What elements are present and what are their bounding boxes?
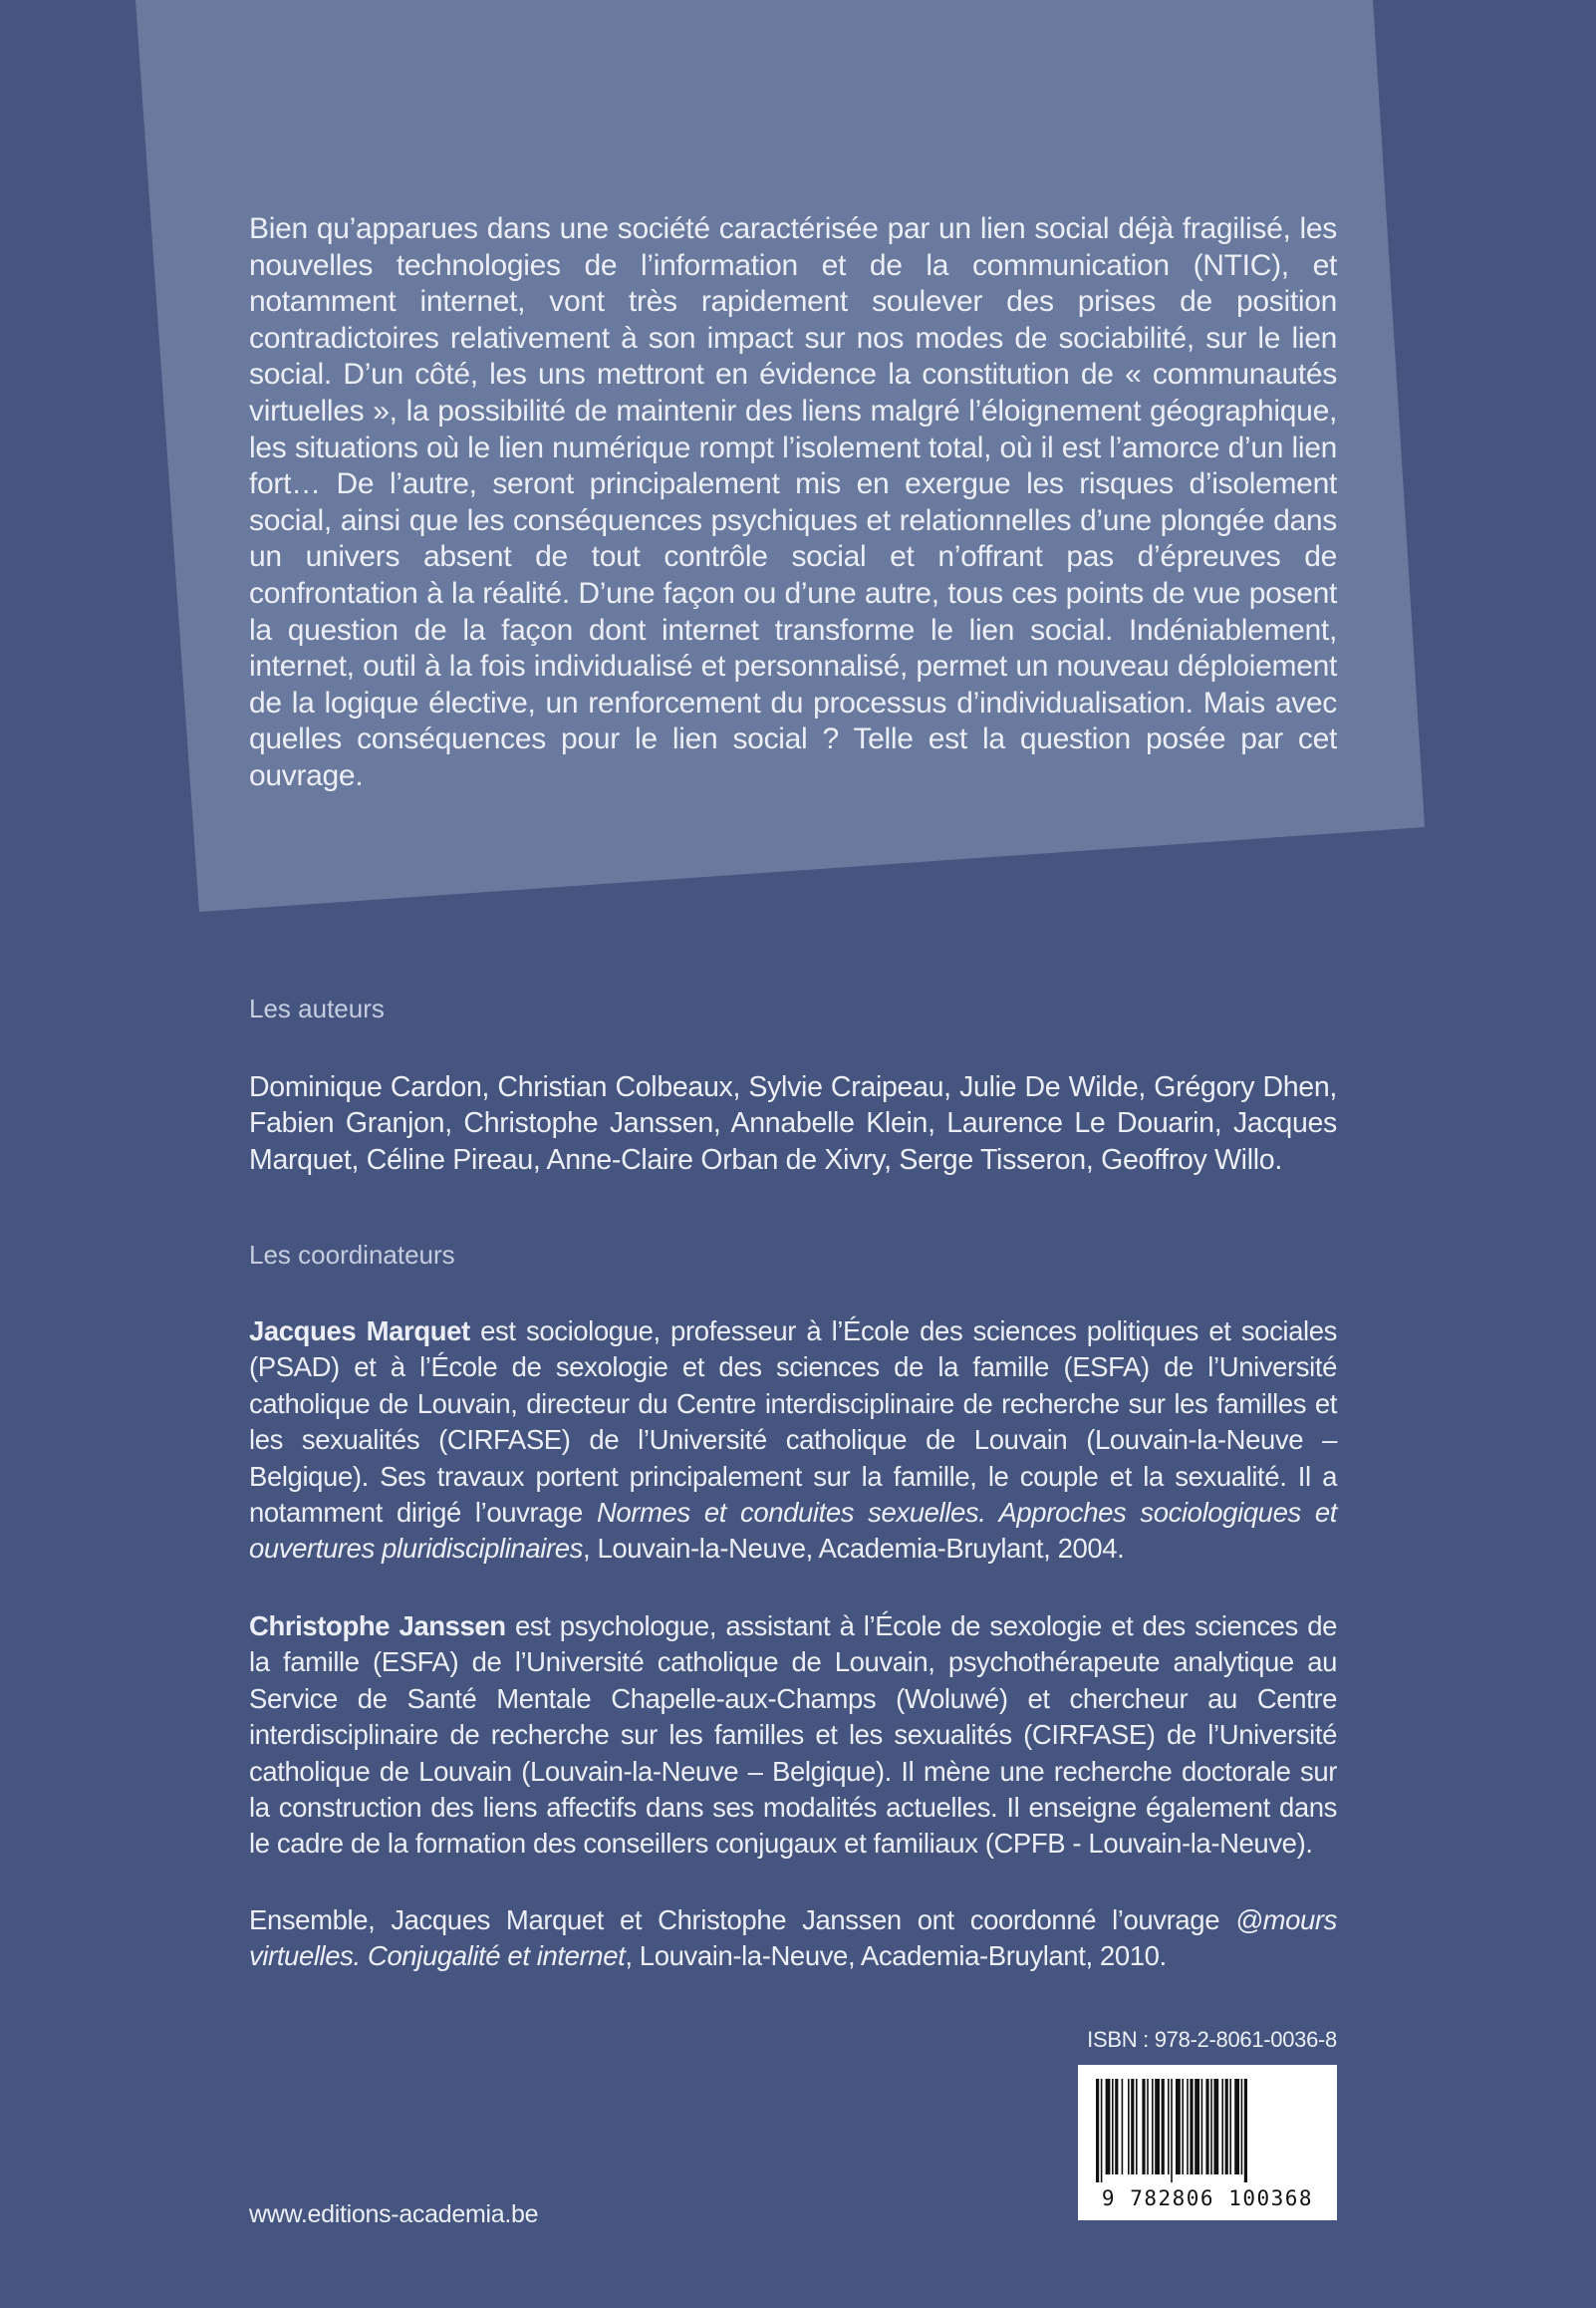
barcode-bar [1152,2079,1154,2174]
coordinator-name: Christophe Janssen [249,1610,506,1641]
bio-text: est psychologue, assistant à l’École de sexologie et des sciences de la famille (ESFA) de l’Université catholique de Louvain, psychothérapeute analytique au Service de Santé Mentale Chapelle-aux-Champs (Woluwé) et chercheur au Centre interdisciplinaire de recherche sur les familles et les sexualités (CIRFASE) de l’Université catholique de Louvain (Louvain-la-Neuve – Belgique). Il mène une recherche doctorale sur la construction des liens affectifs dans ses modalités actuelles. Il enseigne également dans le cadre de la formation des conseillers conjugaux et familiaux (CPFB - Louvain-la-Neuve). [249,1610,1337,1860]
barcode-bar [1221,2079,1223,2174]
barcode-bar [1229,2079,1231,2174]
barcode-bar [1171,2079,1173,2182]
barcode [1078,2065,1337,2220]
barcode-digits: 9 782806 100368 [1101,2186,1314,2210]
barcode-bars [1092,2079,1323,2182]
joint-work-note [249,1902,1337,1975]
authors-list: Dominique Cardon, Christian Colbeaux, Sylvie Craipeau, Julie De Wilde, Grégory Dhen, Fabien Granjon, Christophe Janssen, Annabelle Klein, Laurence Le Douarin, Jacques Marquet, Céline Pireau, Anne-Claire Orban de Xivry, Serge Tisseron, Geoffroy Willo. [249,1071,1337,1176]
barcode-bar [1244,2079,1247,2182]
bio-text: est sociologue, professeur à l’École des sciences politiques et sociales (PSAD) et à l’École de sexologie et des sciences de la famille (ESFA) de l’Université catholique de Louvain, directeur du Centre interdisciplinaire de recherche sur les familles et les sexualités (CIRFASE) de l’Université catholique de Louvain (Louvain-la-Neuve – Belgique). Ses travaux portent principalement sur la famille, le couple et la sexualité. Il a notamment dirigé l’ouvrage [249,1315,1337,1529]
barcode-bar [1155,2079,1160,2174]
coordinator-bio-marquet [249,1313,1337,1568]
joint-text: Ensemble, Jacques Marquet et Christophe Janssen ont coordonné l’ouvrage [249,1904,1236,1935]
barcode-bar [1213,2079,1218,2174]
isbn-label: ISBN : 978-2-8061-0036-8 [1087,2027,1337,2052]
barcode-bar [1128,2079,1130,2174]
book-title: Normes et conduites sexuelles. Approches sociologiques et ouvertures pluridisciplinaires [249,1497,1337,1565]
authors-heading: Les auteurs [249,994,385,1023]
barcode-bar [1234,2079,1239,2174]
coordinators-heading: Les coordinateurs [249,1240,455,1270]
barcode-bar [1225,2079,1228,2174]
coordinator-name: Jacques Marquet [249,1315,470,1346]
barcode-bar [1201,2079,1203,2174]
barcode-bar [1136,2079,1138,2174]
book-title: @mours virtuelles. Conjugalité et internet [249,1904,1337,1972]
barcode-bar [1122,2079,1124,2174]
barcode-bar [1205,2079,1208,2174]
barcode-bar [1106,2079,1111,2174]
barcode-bar [1142,2079,1145,2174]
coordinator-bio-janssen [249,1608,1337,1863]
barcode-bar [1182,2079,1184,2174]
barcode-bar [1101,2079,1103,2182]
barcode-bar [1112,2079,1114,2174]
barcode-bar [1131,2079,1134,2174]
barcode-bar [1162,2079,1165,2174]
barcode-bar [1176,2079,1181,2174]
publisher-website: www.editions-academia.be [249,2200,539,2228]
book-summary: Bien qu’apparues dans une société caractérisée par un lien social déjà fragilisé, les nouvelles technologies de l’information et de la communication (NTIC), et notamment internet, vont très rapidement soulever des prises de position contradictoires relativement à son impact sur nos modes de sociabilité, sur le lien social. D’un côté, les uns mettront en évidence la constitution de « communautés virtuelles », la possibilité de maintenir des liens malgré l’éloignement géographique, les situations où le lien numérique rompt l’isolement total, où il est l’amorce d’un lien fort… De l’autre, seront principalement mis en exergue les risques d’isolement social, ainsi que les conséquences psychiques et relationnelles d’une plongée dans un univers absent de tout contrôle social et n’offrant pas d’épreuves de confrontation à la réalité. D’une façon ou d’une autre, tous ces points de vue posent la question de la façon dont internet transforme le lien social. Indéniablement, internet, outil à la fois individualisé et personnalisé, permet un nouveau déploiement de la logique élective, un renforcement du processus d’individualisation. Mais avec quelles conséquences pour le lien social ? Telle est la question posée par cet ouvrage. [249,212,1337,792]
barcode-bar [1190,2079,1193,2174]
barcode-bar [1195,2079,1199,2174]
barcode-bar [1168,2079,1170,2174]
barcode-bar [1210,2079,1212,2174]
barcode-bar [1147,2079,1149,2174]
barcode-bar [1241,2079,1243,2174]
barcode-bar [1096,2079,1099,2182]
barcode-bar [1187,2079,1189,2174]
joint-text-end: , Louvain-la-Neuve, Academia-Bruylant, 2010. [625,1940,1167,1972]
barcode-bar [1115,2079,1118,2174]
bio-text-end: , Louvain-la-Neuve, Academia-Bruylant, 2004. [582,1533,1125,1565]
